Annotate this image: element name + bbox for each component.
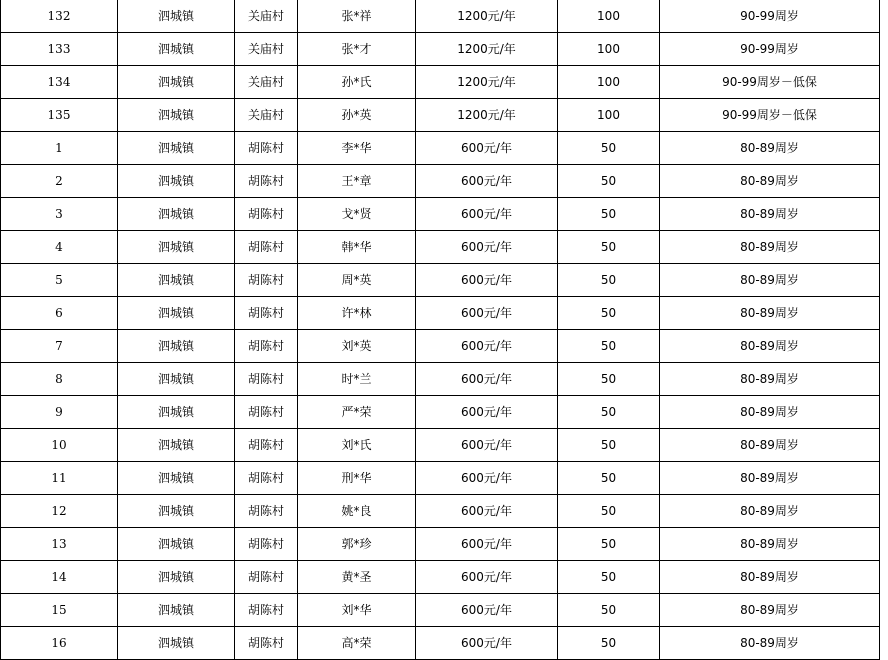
cell-town: 泗城镇 xyxy=(118,264,235,297)
cell-category: 90-99周岁－低保 xyxy=(660,66,880,99)
cell-no: 132 xyxy=(1,0,118,33)
cell-name: 孙*英 xyxy=(298,99,416,132)
cell-category: 80-89周岁 xyxy=(660,297,880,330)
cell-no: 7 xyxy=(1,330,118,363)
cell-category: 80-89周岁 xyxy=(660,429,880,462)
cell-no: 15 xyxy=(1,594,118,627)
cell-no: 11 xyxy=(1,462,118,495)
page-edge xyxy=(880,0,888,656)
cell-village: 胡陈村 xyxy=(235,462,298,495)
cell-category: 80-89周岁 xyxy=(660,231,880,264)
table-row xyxy=(1,429,880,462)
cell-amount: 600元/年 xyxy=(416,561,558,594)
table-row xyxy=(1,66,880,99)
cell-no: 4 xyxy=(1,231,118,264)
cell-name: 周*英 xyxy=(298,264,416,297)
cell-amount: 600元/年 xyxy=(416,429,558,462)
cell-category: 80-89周岁 xyxy=(660,561,880,594)
cell-town: 泗城镇 xyxy=(118,561,235,594)
table-row xyxy=(1,297,880,330)
cell-village: 胡陈村 xyxy=(235,594,298,627)
cell-town: 泗城镇 xyxy=(118,0,235,33)
cell-category: 80-89周岁 xyxy=(660,363,880,396)
cell-monthly: 50 xyxy=(558,495,660,528)
table-row xyxy=(1,561,880,594)
cell-monthly: 50 xyxy=(558,231,660,264)
cell-amount: 600元/年 xyxy=(416,627,558,660)
cell-amount: 1200元/年 xyxy=(416,66,558,99)
table-row xyxy=(1,132,880,165)
cell-category: 80-89周岁 xyxy=(660,132,880,165)
cell-category: 80-89周岁 xyxy=(660,396,880,429)
table-row xyxy=(1,396,880,429)
cell-town: 泗城镇 xyxy=(118,594,235,627)
cell-amount: 600元/年 xyxy=(416,297,558,330)
cell-town: 泗城镇 xyxy=(118,462,235,495)
cell-name: 严*荣 xyxy=(298,396,416,429)
cell-town: 泗城镇 xyxy=(118,132,235,165)
cell-amount: 600元/年 xyxy=(416,462,558,495)
cell-amount: 600元/年 xyxy=(416,594,558,627)
table-row xyxy=(1,99,880,132)
cell-village: 胡陈村 xyxy=(235,132,298,165)
table-row xyxy=(1,264,880,297)
cell-amount: 1200元/年 xyxy=(416,99,558,132)
cell-town: 泗城镇 xyxy=(118,363,235,396)
table-row xyxy=(1,627,880,660)
cell-category: 90-99周岁－低保 xyxy=(660,99,880,132)
cell-no: 12 xyxy=(1,495,118,528)
cell-monthly: 50 xyxy=(558,528,660,561)
cell-monthly: 100 xyxy=(558,66,660,99)
cell-name: 张*才 xyxy=(298,33,416,66)
table-row xyxy=(1,594,880,627)
cell-monthly: 50 xyxy=(558,330,660,363)
cell-town: 泗城镇 xyxy=(118,231,235,264)
cell-name: 孙*氏 xyxy=(298,66,416,99)
cell-category: 80-89周岁 xyxy=(660,462,880,495)
table-row xyxy=(1,363,880,396)
cell-name: 张*祥 xyxy=(298,0,416,33)
cell-village: 关庙村 xyxy=(235,99,298,132)
table-row xyxy=(1,528,880,561)
cell-amount: 600元/年 xyxy=(416,396,558,429)
cell-name: 戈*贤 xyxy=(298,198,416,231)
cell-town: 泗城镇 xyxy=(118,396,235,429)
cell-no: 8 xyxy=(1,363,118,396)
cell-monthly: 50 xyxy=(558,462,660,495)
cell-no: 9 xyxy=(1,396,118,429)
cell-town: 泗城镇 xyxy=(118,165,235,198)
cell-no: 13 xyxy=(1,528,118,561)
table-row xyxy=(1,231,880,264)
cell-village: 关庙村 xyxy=(235,33,298,66)
cell-name: 郭*珍 xyxy=(298,528,416,561)
table-body xyxy=(1,0,880,660)
cell-monthly: 50 xyxy=(558,198,660,231)
cell-name: 刘*氏 xyxy=(298,429,416,462)
cell-town: 泗城镇 xyxy=(118,66,235,99)
cell-amount: 1200元/年 xyxy=(416,0,558,33)
cell-no: 14 xyxy=(1,561,118,594)
cell-no: 135 xyxy=(1,99,118,132)
cell-amount: 600元/年 xyxy=(416,264,558,297)
cell-category: 80-89周岁 xyxy=(660,528,880,561)
cell-no: 10 xyxy=(1,429,118,462)
cell-name: 许*林 xyxy=(298,297,416,330)
cell-village: 胡陈村 xyxy=(235,561,298,594)
cell-category: 90-99周岁 xyxy=(660,33,880,66)
cell-amount: 600元/年 xyxy=(416,363,558,396)
cell-name: 高*荣 xyxy=(298,627,416,660)
cell-monthly: 50 xyxy=(558,264,660,297)
cell-monthly: 100 xyxy=(558,33,660,66)
cell-village: 胡陈村 xyxy=(235,429,298,462)
cell-category: 90-99周岁 xyxy=(660,0,880,33)
cell-village: 胡陈村 xyxy=(235,495,298,528)
cell-village: 胡陈村 xyxy=(235,396,298,429)
cell-monthly: 50 xyxy=(558,132,660,165)
cell-monthly: 50 xyxy=(558,396,660,429)
table-row xyxy=(1,198,880,231)
cell-town: 泗城镇 xyxy=(118,297,235,330)
cell-monthly: 50 xyxy=(558,363,660,396)
table-row xyxy=(1,495,880,528)
table-row xyxy=(1,165,880,198)
cell-village: 关庙村 xyxy=(235,66,298,99)
cell-town: 泗城镇 xyxy=(118,198,235,231)
cell-category: 80-89周岁 xyxy=(660,627,880,660)
cell-category: 80-89周岁 xyxy=(660,264,880,297)
cell-name: 刑*华 xyxy=(298,462,416,495)
cell-no: 5 xyxy=(1,264,118,297)
cell-village: 关庙村 xyxy=(235,0,298,33)
cell-village: 胡陈村 xyxy=(235,231,298,264)
cell-no: 6 xyxy=(1,297,118,330)
cell-monthly: 50 xyxy=(558,594,660,627)
cell-town: 泗城镇 xyxy=(118,528,235,561)
cell-amount: 600元/年 xyxy=(416,330,558,363)
cell-amount: 600元/年 xyxy=(416,231,558,264)
cell-town: 泗城镇 xyxy=(118,429,235,462)
cell-monthly: 100 xyxy=(558,99,660,132)
cell-monthly: 100 xyxy=(558,0,660,33)
cell-town: 泗城镇 xyxy=(118,495,235,528)
cell-category: 80-89周岁 xyxy=(660,594,880,627)
cell-monthly: 50 xyxy=(558,165,660,198)
cell-amount: 600元/年 xyxy=(416,198,558,231)
cell-category: 80-89周岁 xyxy=(660,165,880,198)
cell-category: 80-89周岁 xyxy=(660,495,880,528)
cell-town: 泗城镇 xyxy=(118,33,235,66)
cell-name: 王*章 xyxy=(298,165,416,198)
cell-monthly: 50 xyxy=(558,561,660,594)
cell-monthly: 50 xyxy=(558,627,660,660)
cell-town: 泗城镇 xyxy=(118,99,235,132)
cell-no: 1 xyxy=(1,132,118,165)
cell-name: 刘*英 xyxy=(298,330,416,363)
cell-name: 姚*良 xyxy=(298,495,416,528)
cell-village: 胡陈村 xyxy=(235,165,298,198)
cell-village: 胡陈村 xyxy=(235,297,298,330)
table-row xyxy=(1,330,880,363)
cell-village: 胡陈村 xyxy=(235,627,298,660)
cell-no: 2 xyxy=(1,165,118,198)
cell-town: 泗城镇 xyxy=(118,627,235,660)
cell-village: 胡陈村 xyxy=(235,198,298,231)
cell-name: 韩*华 xyxy=(298,231,416,264)
cell-monthly: 50 xyxy=(558,429,660,462)
cell-no: 133 xyxy=(1,33,118,66)
cell-village: 胡陈村 xyxy=(235,330,298,363)
cell-name: 黄*圣 xyxy=(298,561,416,594)
cell-amount: 600元/年 xyxy=(416,165,558,198)
cell-amount: 600元/年 xyxy=(416,495,558,528)
cell-category: 80-89周岁 xyxy=(660,330,880,363)
table-row xyxy=(1,33,880,66)
cell-no: 134 xyxy=(1,66,118,99)
cell-amount: 600元/年 xyxy=(416,528,558,561)
cell-village: 胡陈村 xyxy=(235,264,298,297)
cell-village: 胡陈村 xyxy=(235,528,298,561)
cell-no: 16 xyxy=(1,627,118,660)
cell-town: 泗城镇 xyxy=(118,330,235,363)
cell-name: 李*华 xyxy=(298,132,416,165)
cell-category: 80-89周岁 xyxy=(660,198,880,231)
cell-monthly: 50 xyxy=(558,297,660,330)
cell-name: 时*兰 xyxy=(298,363,416,396)
cell-no: 3 xyxy=(1,198,118,231)
table-row xyxy=(1,462,880,495)
cell-amount: 600元/年 xyxy=(416,132,558,165)
cell-amount: 1200元/年 xyxy=(416,33,558,66)
cell-village: 胡陈村 xyxy=(235,363,298,396)
table-row xyxy=(1,0,880,33)
cell-name: 刘*华 xyxy=(298,594,416,627)
